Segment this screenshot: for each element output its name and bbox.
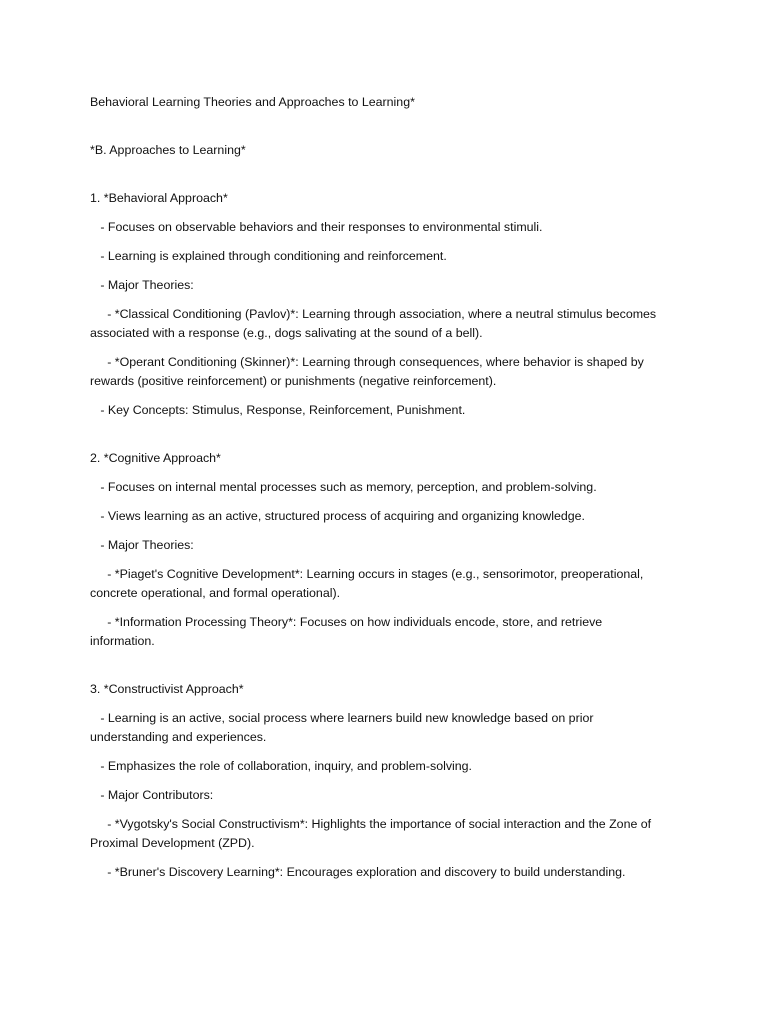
paragraph: - Major Theories:	[90, 538, 194, 552]
constructivist-heading: 3. *Constructivist Approach*	[90, 682, 244, 696]
paragraph: - *Information Processing Theory*: Focuses on how individuals encode, store, and retrieve information.	[90, 615, 606, 648]
behavioral-heading: 1. *Behavioral Approach*	[90, 191, 228, 205]
paragraph: - Key Concepts: Stimulus, Response, Reinforcement, Punishment.	[90, 403, 466, 417]
paragraph: - Emphasizes the role of collaboration, inquiry, and problem-solving.	[90, 759, 473, 773]
paragraph: - Major Contributors:	[90, 788, 214, 802]
blank-line	[90, 122, 670, 141]
paragraph: - *Operant Conditioning (Skinner)*: Learning through consequences, where behavior is shaped by rewards (positive reinforcement) or punishments (negative reinforcement).	[90, 355, 648, 388]
paragraph: - *Vygotsky's Social Constructivism*: Highlights the importance of social interaction and the Zone of Proximal Development (ZPD).	[90, 817, 655, 850]
blank-line	[90, 170, 670, 189]
paragraph: - Learning is explained through conditioning and reinforcement.	[90, 249, 447, 263]
paragraph: - *Bruner's Discovery Learning*: Encourages exploration and discovery to build understanding.	[90, 865, 626, 879]
blank-line	[90, 661, 670, 680]
section-heading: *B. Approaches to Learning*	[90, 143, 246, 157]
paragraph: - *Piaget's Cognitive Development*: Learning occurs in stages (e.g., sensorimotor, preoperational, concrete operational, and formal operational).	[90, 567, 647, 600]
document-page	[90, 93, 670, 892]
paragraph: - Views learning as an active, structured process of acquiring and organizing knowledge.	[90, 509, 585, 523]
blank-line	[90, 430, 670, 449]
document-title: Behavioral Learning Theories and Approaches to Learning*	[90, 95, 415, 109]
paragraph: - *Classical Conditioning (Pavlov)*: Learning through association, where a neutral stimulus becomes associated with a response (e.g., dogs salivating at the sound of a bell).	[90, 307, 660, 340]
cognitive-heading: 2. *Cognitive Approach*	[90, 451, 221, 465]
paragraph: - Focuses on observable behaviors and their responses to environmental stimuli.	[90, 220, 543, 234]
paragraph: - Learning is an active, social process where learners build new knowledge based on prior understanding and experiences.	[90, 711, 597, 744]
paragraph: - Focuses on internal mental processes such as memory, perception, and problem-solving.	[90, 480, 597, 494]
paragraph: - Major Theories:	[90, 278, 194, 292]
